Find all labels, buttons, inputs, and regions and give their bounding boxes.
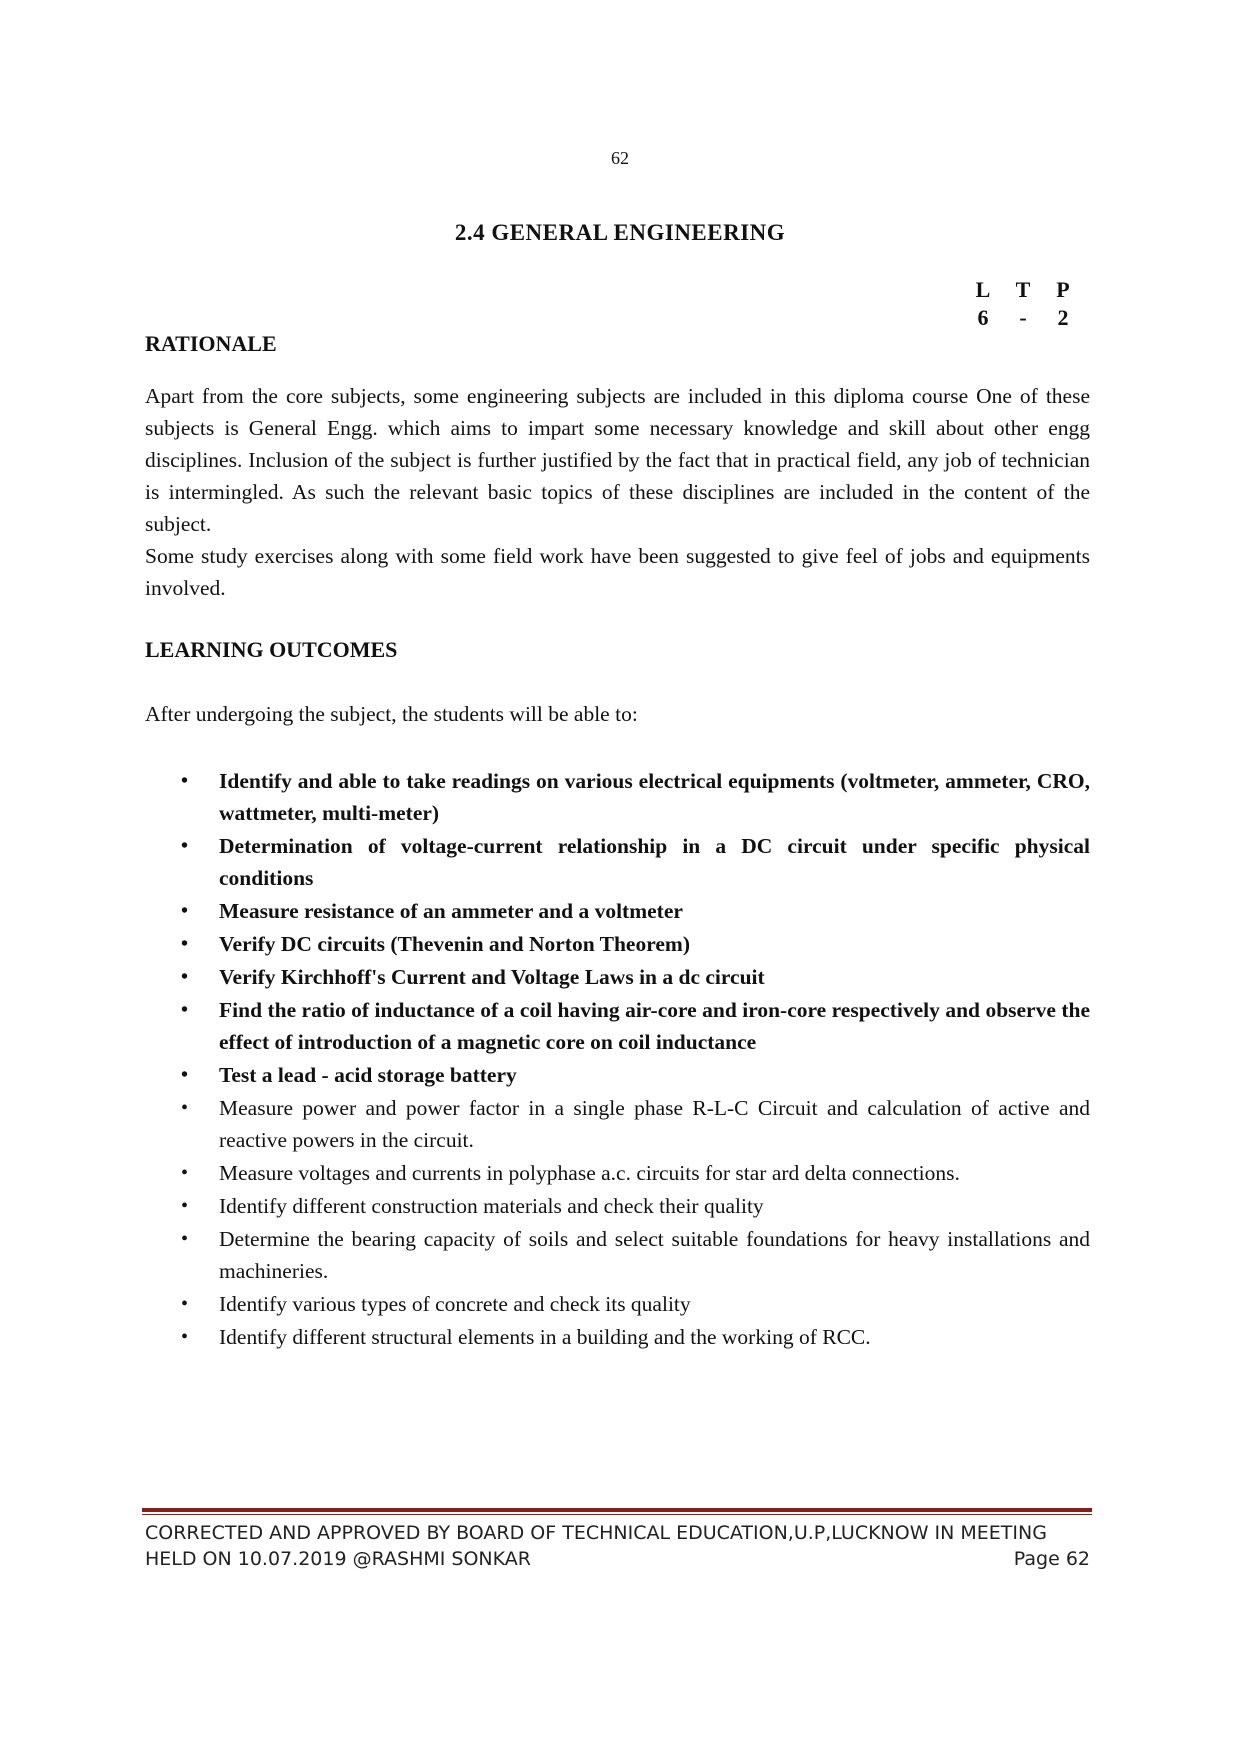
footer-divider-thick xyxy=(142,1508,1092,1512)
list-item xyxy=(145,1059,1090,1091)
outcome-text: Find the ratio of inductance of a coil having air-core and iron-core respectively and observe the effect of introduction of a magnetic core on coil inductance xyxy=(219,998,1090,1054)
rationale-paragraph-2: Some study exercises along with some field work have been suggested to give feel of jobs and equipments involved. xyxy=(145,544,1090,600)
list-item xyxy=(145,895,1090,927)
list-item xyxy=(145,994,1090,1058)
ltp-header-row xyxy=(968,276,1078,304)
footer xyxy=(145,1520,1090,1572)
bullet-icon: • xyxy=(181,1097,189,1119)
page-number: 62 xyxy=(611,148,629,168)
learning-outcomes-intro: After undergoing the subject, the students will be able to: xyxy=(145,702,638,726)
outcome-text: Measure power and power factor in a single phase R-L-C Circuit and calculation of active and reactive powers in the circuit. xyxy=(219,1096,1090,1152)
list-item xyxy=(145,961,1090,993)
bullet-icon: • xyxy=(181,1162,189,1184)
bullet-icon: • xyxy=(181,933,189,955)
ltp-table xyxy=(968,276,1078,332)
bullet-icon: • xyxy=(181,1293,189,1315)
section-title: 2.4 GENERAL ENGINEERING xyxy=(454,220,786,245)
outcome-text: Measure resistance of an ammeter and a voltmeter xyxy=(219,899,683,923)
bullet-icon: • xyxy=(181,835,189,857)
list-item xyxy=(145,1190,1090,1222)
ltp-value-t: - xyxy=(1019,305,1027,330)
list-item xyxy=(145,1321,1090,1353)
outcome-text: Measure voltages and currents in polyphase a.c. circuits for star ard delta connections. xyxy=(219,1161,960,1185)
list-item xyxy=(145,830,1090,894)
rationale-body xyxy=(145,380,1090,604)
outcome-text: Identify different construction materials and check their quality xyxy=(219,1194,764,1218)
footer-divider-thin xyxy=(142,1514,1092,1515)
bullet-icon: • xyxy=(181,1228,189,1250)
list-item xyxy=(145,1092,1090,1156)
footer-line-1: CORRECTED AND APPROVED BY BOARD OF TECHNICAL EDUCATION,U.P,LUCKNOW IN MEETING xyxy=(145,1522,1047,1544)
bullet-icon: • xyxy=(181,900,189,922)
bullet-icon: • xyxy=(181,770,189,792)
outcome-text: Verify DC circuits (Thevenin and Norton Theorem) xyxy=(219,932,690,956)
learning-outcomes-list xyxy=(145,765,1090,1354)
ltp-value-p: 2 xyxy=(1057,305,1069,330)
bullet-icon: • xyxy=(181,999,189,1021)
list-item xyxy=(145,1223,1090,1287)
bullet-icon: • xyxy=(181,1195,189,1217)
ltp-header-t: T xyxy=(1015,277,1031,302)
rationale-paragraph-1: Apart from the core subjects, some engineering subjects are included in this diploma course One of these subjects is General Engg. which aims to impart some necessary knowledge and skill about other engg disciplines. Inclusion of the subject is further justified by the fact that in practical field, any job of technician is intermingled. As such the relevant basic topics of these disciplines are included in the content of the subject. xyxy=(145,384,1090,536)
list-item xyxy=(145,765,1090,829)
list-item xyxy=(145,928,1090,960)
ltp-value-l: 6 xyxy=(977,305,989,330)
outcome-text: Test a lead - acid storage battery xyxy=(219,1063,517,1087)
outcome-text: Identify various types of concrete and check its quality xyxy=(219,1292,691,1316)
bullet-icon: • xyxy=(181,1064,189,1086)
learning-outcomes-heading: LEARNING OUTCOMES xyxy=(145,637,398,662)
outcome-text: Determine the bearing capacity of soils and select suitable foundations for heavy installations and machineries. xyxy=(219,1227,1090,1283)
ltp-header-l: L xyxy=(975,277,991,302)
outcome-text: Identify different structural elements in a building and the working of RCC. xyxy=(219,1325,871,1349)
rationale-heading: RATIONALE xyxy=(145,331,277,356)
footer-page-label: Page 62 xyxy=(1013,1548,1090,1570)
ltp-header-p: P xyxy=(1056,277,1070,302)
footer-line-2-row xyxy=(145,1546,1090,1572)
outcome-text: Verify Kirchhoff's Current and Voltage Laws in a dc circuit xyxy=(219,965,765,989)
footer-line-2: HELD ON 10.07.2019 @RASHMI SONKAR xyxy=(145,1548,531,1570)
list-item xyxy=(145,1288,1090,1320)
bullet-icon: • xyxy=(181,1326,189,1348)
bullet-icon: • xyxy=(181,966,189,988)
outcome-text: Identify and able to take readings on various electrical equipments (voltmeter, ammeter, CRO, wattmeter, multi-meter) xyxy=(219,769,1090,825)
outcome-text: Determination of voltage-current relationship in a DC circuit under specific physical conditions xyxy=(219,834,1090,890)
list-item xyxy=(145,1157,1090,1189)
